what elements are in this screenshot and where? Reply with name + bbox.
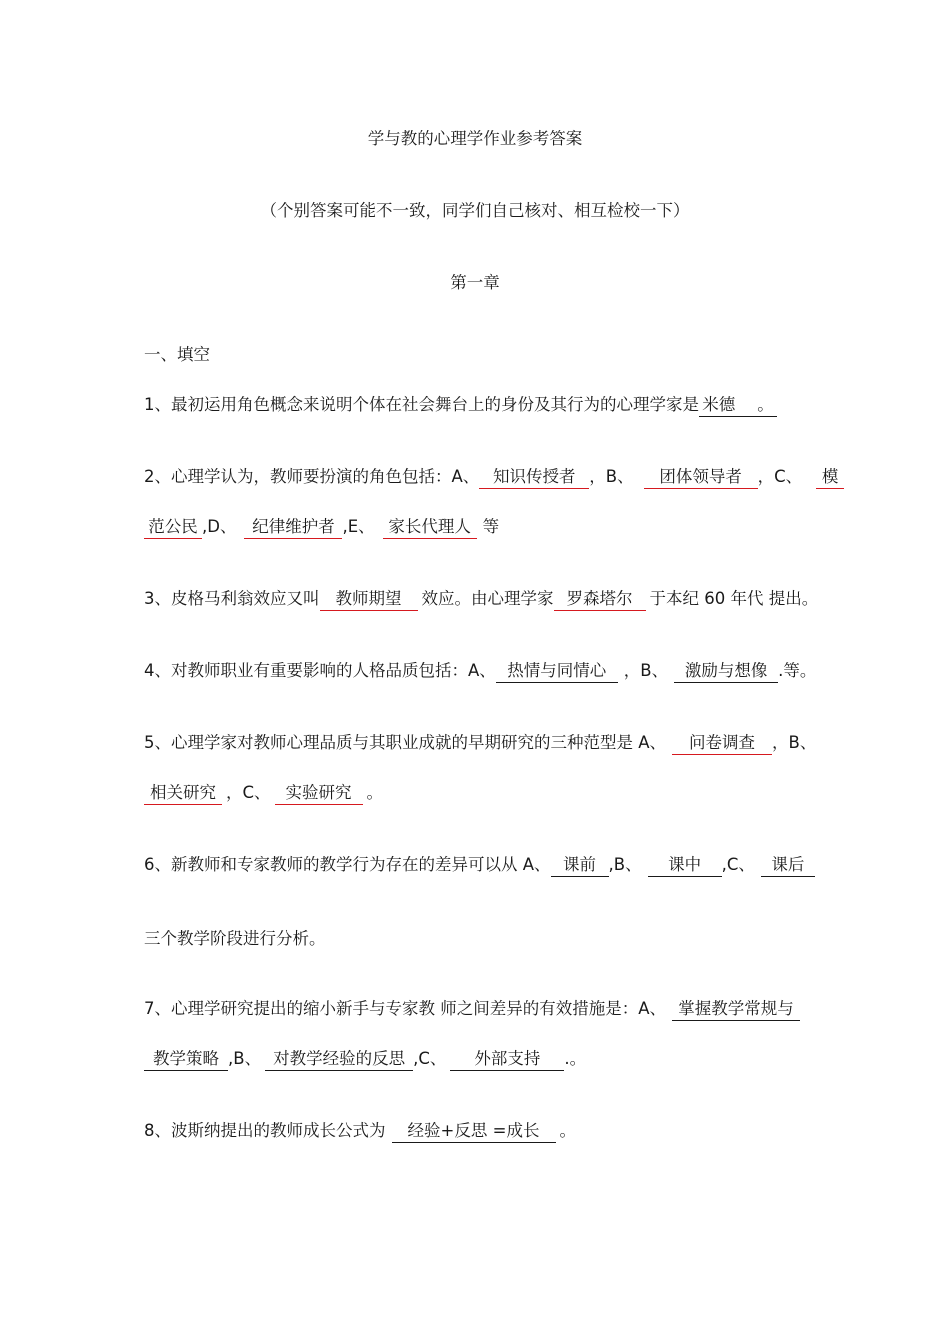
- question-1: [144, 394, 777, 417]
- answer-blank: 经验+反思 =成长: [392, 1120, 556, 1143]
- answer-blank: 课前: [551, 854, 609, 877]
- document-note: （个别答案可能不一致，同学们自己核对、相互检校一下）: [260, 201, 690, 220]
- question-4: 4、对教师职业有重要影响的人格品质包括：A、 热情与同情心 ，B、 激励与想像 .等。: [144, 660, 816, 683]
- document-title: 学与教的心理学作业参考答案: [367, 129, 583, 148]
- question-text: 7、心理学研究提出的缩小新手与专家教 师之间差异的有效措施是：A、: [144, 999, 667, 1018]
- answer-blank: 范公民: [144, 516, 202, 539]
- answer-blank: 课后: [761, 854, 815, 877]
- question-6-line-2: 三个教学阶段进行分析。: [144, 929, 326, 948]
- answer-blank: 课中: [648, 854, 722, 877]
- question-2-line-1: 2、心理学认为，教师要扮演的角色包括：A、 知识传授者 ，B、 团体领导者 ，C、 模: [144, 466, 844, 489]
- question-text: 2、心理学认为，教师要扮演的角色包括：A、: [144, 467, 480, 486]
- question-7-line-1: [144, 998, 800, 1021]
- answer-blank: 掌握教学常规与: [672, 998, 800, 1021]
- section-heading: 一、填空: [144, 345, 210, 364]
- answer-blank: 模: [816, 466, 844, 489]
- answer-blank: 家长代理人: [383, 516, 477, 539]
- question-text: 5、心理学家对教师心理品质与其职业成就的早期研究的三种范型是 A、: [144, 733, 667, 752]
- answer-blank: 米德 。: [699, 394, 777, 417]
- question-5-line-1: 5、心理学家对教师心理品质与其职业成就的早期研究的三种范型是 A、 问卷调查 ，B、: [144, 732, 816, 755]
- question-text: 4、对教师职业有重要影响的人格品质包括：A、: [144, 661, 496, 680]
- question-7-line-2: 教学策略 ,B、 对教学经验的反思 ,C、 外部支持 .。: [144, 1048, 586, 1071]
- question-text: 6、新教师和专家教师的教学行为存在的差异可以从 A、: [144, 855, 551, 874]
- answer-blank: 对教学经验的反思: [265, 1048, 413, 1071]
- chapter-heading: 第一章: [450, 273, 500, 292]
- answer-blank: 教师期望: [320, 588, 418, 611]
- answer-blank: 外部支持: [450, 1048, 564, 1071]
- question-text: 1、最初运用角色概念来说明个体在社会舞台上的身份及其行为的心理学家是: [144, 395, 699, 414]
- answer-blank: 相关研究: [144, 782, 222, 805]
- answer-blank: 教学策略: [144, 1048, 228, 1071]
- answer-blank: 罗森塔尔: [554, 588, 646, 611]
- question-2-line-2: 范公民 ,D、 纪律维护者 ,E、 家长代理人 等: [144, 516, 499, 539]
- answer-blank: 纪律维护者: [244, 516, 342, 539]
- question-8: 8、波斯纳提出的教师成长公式为 经验+反思 =成长 。: [144, 1120, 576, 1143]
- answer-blank: 实验研究: [275, 782, 363, 805]
- answer-blank: 热情与同情心: [496, 660, 618, 683]
- answer-blank: 激励与想像: [674, 660, 778, 683]
- answer-blank: 知识传授者: [479, 466, 589, 489]
- question-text: 3、皮格马利翁效应又叫: [144, 589, 320, 608]
- question-3: 3、皮格马利翁效应又叫 教师期望 效应。由心理学家 罗森塔尔 于本纪 60 年代 提出。: [144, 588, 818, 611]
- question-6-line-1: 6、新教师和专家教师的教学行为存在的差异可以从 A、 课前 ,B、 课中 ,C、 课后: [144, 854, 815, 877]
- question-text: 8、波斯纳提出的教师成长公式为: [144, 1121, 386, 1140]
- answer-blank: 团体领导者: [644, 466, 758, 489]
- answer-blank: 问卷调查: [672, 732, 772, 755]
- question-5-line-2: 相关研究 ，C、 实验研究 。: [144, 782, 383, 805]
